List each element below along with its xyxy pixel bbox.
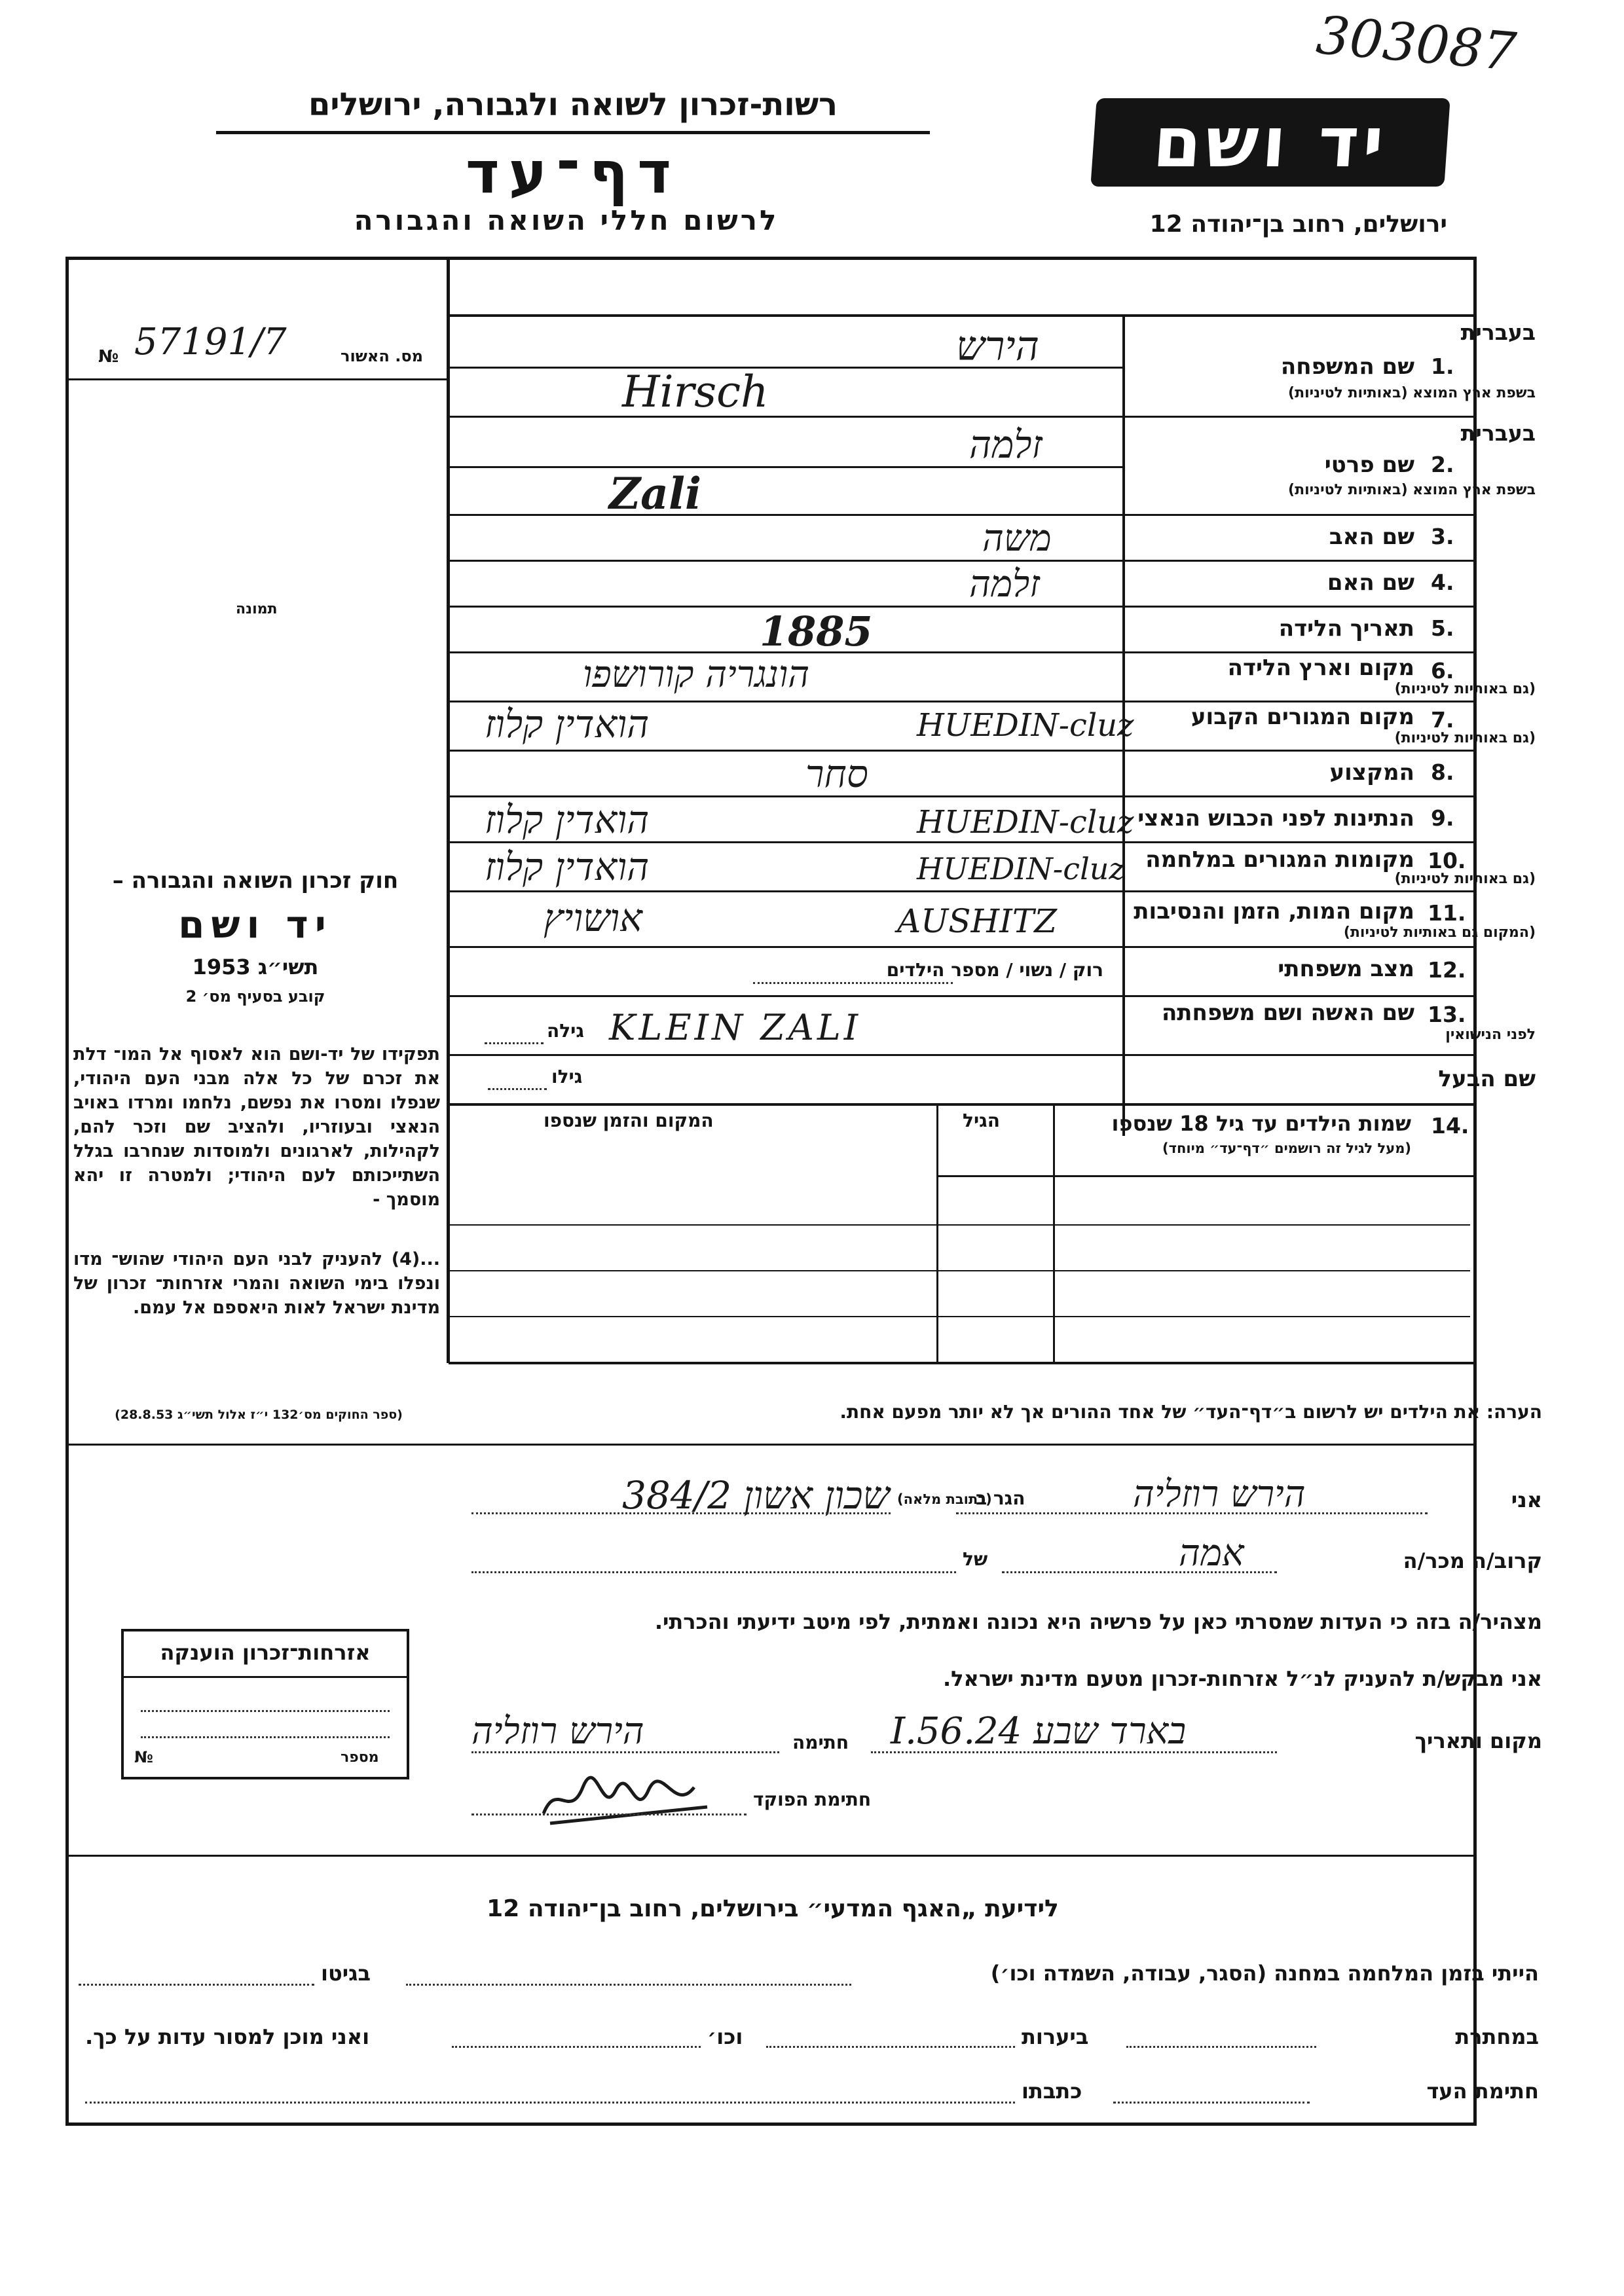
row5-number: 5. <box>1431 615 1454 641</box>
row2-number: 2. <box>1431 452 1454 477</box>
husband-age-label: גילו <box>551 1066 583 1087</box>
citizenship-box-number-label: מספר <box>341 1749 379 1766</box>
declarant-signature: הירש רוזליה <box>471 1710 644 1753</box>
place-date-value: בארד שבע 24.I.56 <box>891 1710 1187 1753</box>
approval-number-value: 57191/7 <box>134 321 287 363</box>
surname-latin: Hirsch <box>622 367 769 417</box>
citizenship-latin: HUEDIN-cluz <box>917 804 1134 841</box>
camp-line <box>406 1984 851 1986</box>
row13-label: שם האשה ושם משפחתה <box>1161 1000 1414 1026</box>
forests-label: ביערות <box>1022 2024 1089 2049</box>
row4-label: שם האם <box>1327 570 1414 596</box>
note-text: הערה: את הילדים יש לרשום ב״דף־העד״ של אחד ההורים אך לא יותר מפעם אחת. <box>840 1401 1542 1423</box>
children-bottom-rule <box>449 1362 1477 1364</box>
row2-sublabel: בשפת ארץ המוצא (באותיות לטיניות) <box>1288 482 1536 498</box>
bottom-section-rule <box>65 1855 1477 1857</box>
residence-latin: HUEDIN-cluz <box>917 707 1134 744</box>
wife-name: KLEIN ZALI <box>609 1007 862 1048</box>
children-count-line <box>753 982 953 984</box>
row2-lang: בעברית <box>1460 420 1536 446</box>
archive-number: 303087 <box>1314 4 1519 83</box>
row9-label: הנתינות לפני הכבוש הנאצי <box>1137 805 1414 831</box>
wife-age-line <box>485 1042 544 1044</box>
occupation: סחר <box>805 752 868 796</box>
witness-signature-line <box>1113 2102 1310 2104</box>
witness-address-label: כתבתו <box>1022 2079 1082 2104</box>
children-number: 14. <box>1431 1113 1469 1139</box>
residing-label: הגר ב <box>976 1487 1025 1509</box>
children-row-1 <box>449 1224 1470 1226</box>
declarant-address: שכון אשון 384/2 <box>622 1473 890 1518</box>
citizenship-box-no-mark: № <box>134 1748 153 1766</box>
row-line <box>449 560 1477 562</box>
address-line <box>471 1512 891 1514</box>
citizenship-box-rule <box>121 1676 409 1678</box>
row5-label: תאריך הלידה <box>1278 615 1414 642</box>
signature-label: חתימה <box>792 1732 849 1753</box>
declarant-label: אני <box>1511 1487 1542 1512</box>
row-line <box>449 750 1477 752</box>
row6-label: מקום וארץ הלידה <box>1227 655 1414 681</box>
row13-sublabel: לפני הנישואין <box>1445 1027 1536 1043</box>
wartime-residence-latin: HUEDIN-cluz <box>917 851 1125 886</box>
row13-number: 13. <box>1428 1002 1466 1027</box>
birth-date: 1885 <box>760 608 873 655</box>
children-header-rule <box>936 1175 1477 1177</box>
row6-number: 6. <box>1431 658 1454 683</box>
citizenship-hebrew: הואדין קלוז <box>485 797 650 842</box>
row7-number: 7. <box>1431 707 1454 733</box>
place-date-label: מקום ותאריך <box>1414 1728 1542 1753</box>
surname-hebrew: הירש <box>956 322 1039 370</box>
row12-label: מצב משפחתי <box>1278 956 1414 982</box>
row-line <box>449 1103 1477 1106</box>
row-line <box>449 946 1477 948</box>
photo-label: תמונה <box>236 601 278 617</box>
approval-rule <box>65 378 449 380</box>
row7-sublabel: (גם באותיות לטיניות) <box>1394 730 1536 746</box>
request-text: אני מבקש/ת להעניק לנ״ל אזרחות-זכרון מטעם מדינת ישראל. <box>943 1666 1542 1691</box>
row-line <box>449 890 1477 892</box>
children-sublabel: (מעל לגיל זה רושמים ״דף־עד״ מיוחד) <box>1162 1140 1411 1156</box>
marital-options: רוק / נשוי / מספר הילדים <box>886 959 1103 981</box>
camp-label: הייתי בזמן המלחמה במחנה (הסגר, עבודה, השמדה וכו׳) <box>990 1961 1539 1986</box>
citizenship-box-title: אזרחות־זכרון הוענקה <box>160 1640 371 1665</box>
death-place-latin: AUSHITZ <box>897 902 1057 940</box>
place-date-line <box>871 1751 1277 1753</box>
etc-label: וכו׳ <box>707 2024 743 2049</box>
citizenship-box-line-2 <box>141 1736 390 1738</box>
row-line <box>449 514 1477 516</box>
declarant-name-line <box>956 1512 1428 1514</box>
row10-label: מקומות המגורים במלחמה <box>1145 847 1414 873</box>
declarant-name: הירש רוזליה <box>1133 1473 1306 1516</box>
officer-signature-label: חתימת הפוקד <box>753 1789 872 1810</box>
note-rule <box>65 1444 1477 1446</box>
row3-number: 3. <box>1431 524 1454 549</box>
witness-signature-label: חתימת העד <box>1426 2079 1539 2104</box>
residence-hebrew: הואדין קלוז <box>485 702 650 746</box>
row8-label: המקצוע <box>1329 759 1414 786</box>
husband-label: שם הבעל <box>1438 1066 1536 1092</box>
header-rule <box>216 131 930 134</box>
header-address: ירושלים, רחוב בן־יהודה 12 <box>1149 211 1447 238</box>
law-year: תשי״ג 1953 <box>192 955 319 979</box>
row3-label: שם האב <box>1329 524 1414 550</box>
husband-age-line <box>488 1088 547 1090</box>
birth-place: הונגריה קורושפו <box>583 653 810 696</box>
underground-line <box>1126 2046 1316 2048</box>
bottom-heading: לידיעת „האגף המדעי״ בירושלים, רחוב בן־יהודה 12 <box>487 1895 1059 1922</box>
form-subtitle: לרשום חללי השואה והגבורה <box>354 204 779 236</box>
row8-number: 8. <box>1431 759 1454 785</box>
row4-number: 4. <box>1431 570 1454 595</box>
row1-sublabel: בשפת ארץ המוצא (באותיות לטיניות) <box>1288 385 1536 401</box>
gazette-reference: (ספר החוקים מס׳132 י״ז אלול תשי״ג 28.8.53) <box>115 1408 403 1422</box>
statement-text: מצהיר/ה בזה כי העדות שמסרתי כאן על פרשיה היא נכונה ואמתית, לפי מיטב ידיעתי והכרתי. <box>654 1609 1542 1634</box>
row10-number: 10. <box>1428 848 1466 873</box>
children-label: שמות הילדים עד גיל 18 שנספו <box>1111 1111 1411 1136</box>
row1-lang: בעברית <box>1460 319 1536 345</box>
full-address-label: (כתובת מלאה) <box>897 1491 992 1507</box>
father-name: משה <box>982 517 1052 560</box>
authority-title: רשות-זכרון לשואה ולגבורה, ירושלים <box>308 86 838 123</box>
death-place-hebrew: אושויץ <box>544 896 642 940</box>
officer-signature-scribble <box>524 1761 720 1833</box>
signature-line <box>471 1751 779 1753</box>
row2-label: שם פרטי <box>1324 452 1414 478</box>
law-clause: קובע בסעיף מס׳ 2 <box>185 987 325 1006</box>
approval-number-label: מס. האשור <box>341 347 423 365</box>
of-line <box>471 1571 956 1573</box>
law-title: חוק זכרון השואה והגבורה – <box>112 867 399 894</box>
children-row-2 <box>449 1270 1470 1271</box>
left-column-divider <box>447 257 450 1363</box>
etc-line <box>452 2046 701 2048</box>
row1-number: 1. <box>1431 354 1454 379</box>
row6-sublabel: (גם באותיות לטיניות) <box>1394 681 1536 697</box>
row-line <box>449 606 1477 608</box>
ghetto-label: בגיטו <box>321 1961 371 1986</box>
top-row-rule <box>447 314 1477 317</box>
of-label: של <box>963 1548 988 1570</box>
children-place-header: המקום והזמן שנספו <box>544 1110 714 1131</box>
row12-number: 12. <box>1428 957 1466 983</box>
firstname-latin: Zali <box>609 468 702 519</box>
row-line <box>449 416 1477 418</box>
wife-age-label: גילה <box>547 1020 584 1042</box>
row7-label: מקום המגורים הקבוע <box>1190 704 1414 730</box>
mother-name: זלמה <box>969 563 1040 606</box>
children-row-3 <box>449 1316 1470 1317</box>
row11-sublabel: (המקום גם באותיות לטיניות) <box>1343 924 1536 941</box>
row11-label: מקום המות, הזמן והנסיבות <box>1134 898 1414 924</box>
firstname-hebrew: זלמה <box>969 422 1043 467</box>
ready-to-testify: ואני מוכן למסור עדות על כך. <box>85 2024 370 2049</box>
row-line <box>449 1054 1477 1056</box>
row11-number: 11. <box>1428 900 1466 926</box>
relation-value: אמה <box>1179 1532 1244 1575</box>
underground-label: במחתרת <box>1455 2024 1539 2049</box>
officer-signature-line <box>471 1813 747 1815</box>
relative-line <box>1002 1571 1277 1573</box>
law-paragraph-2: ...(4) להעניק לבני העם היהודי שהוש־ מדו ונפלו בימי השואה והמרי אזרחות־ זכרון של מדינת ישראל לאות היאספם אל עמם. <box>73 1249 440 1318</box>
law-paragraph-1: תפקידו של יד-ושם הוא לאסוף אל המו־ דלת את זכרם של כל אלה מבני העם היהודי, שנפלו ומסרו את נפשם, נלחמו ומרדו באויב הנאצי ובעוזריו, ולהציב שם וזכר להם, לקהילות, לארגונים ולמוסדות שנחרבו בגלל השתייכותם לעם היהודי; ולמטרה זו יהא מוסמך - <box>73 1044 440 1210</box>
wartime-residence-hebrew: הואדין קלוז <box>485 845 650 889</box>
row9-number: 9. <box>1431 805 1454 831</box>
form-title: דף־עד <box>466 139 680 206</box>
row-line <box>449 995 1477 997</box>
relative-label: קרוב/ה מכר/ה <box>1403 1548 1542 1573</box>
row1-label: שם המשפחה <box>1280 354 1414 380</box>
law-name: יד ושם <box>178 902 333 947</box>
children-col-1 <box>936 1104 938 1363</box>
forests-line <box>766 2046 1015 2048</box>
row10-sublabel: (גם באותיות לטיניות) <box>1394 871 1536 887</box>
citizenship-box-line-1 <box>141 1710 390 1712</box>
children-age-header: הגיל <box>963 1110 1000 1131</box>
approval-number-mark: № <box>98 347 119 367</box>
officer-signature <box>524 1761 720 1833</box>
children-col-2 <box>1053 1104 1055 1363</box>
yad-vashem-logo <box>1090 98 1450 187</box>
logo-text: יד ושם <box>1151 102 1390 183</box>
witness-address-line <box>85 2102 1015 2104</box>
ghetto-line <box>79 1984 314 1986</box>
